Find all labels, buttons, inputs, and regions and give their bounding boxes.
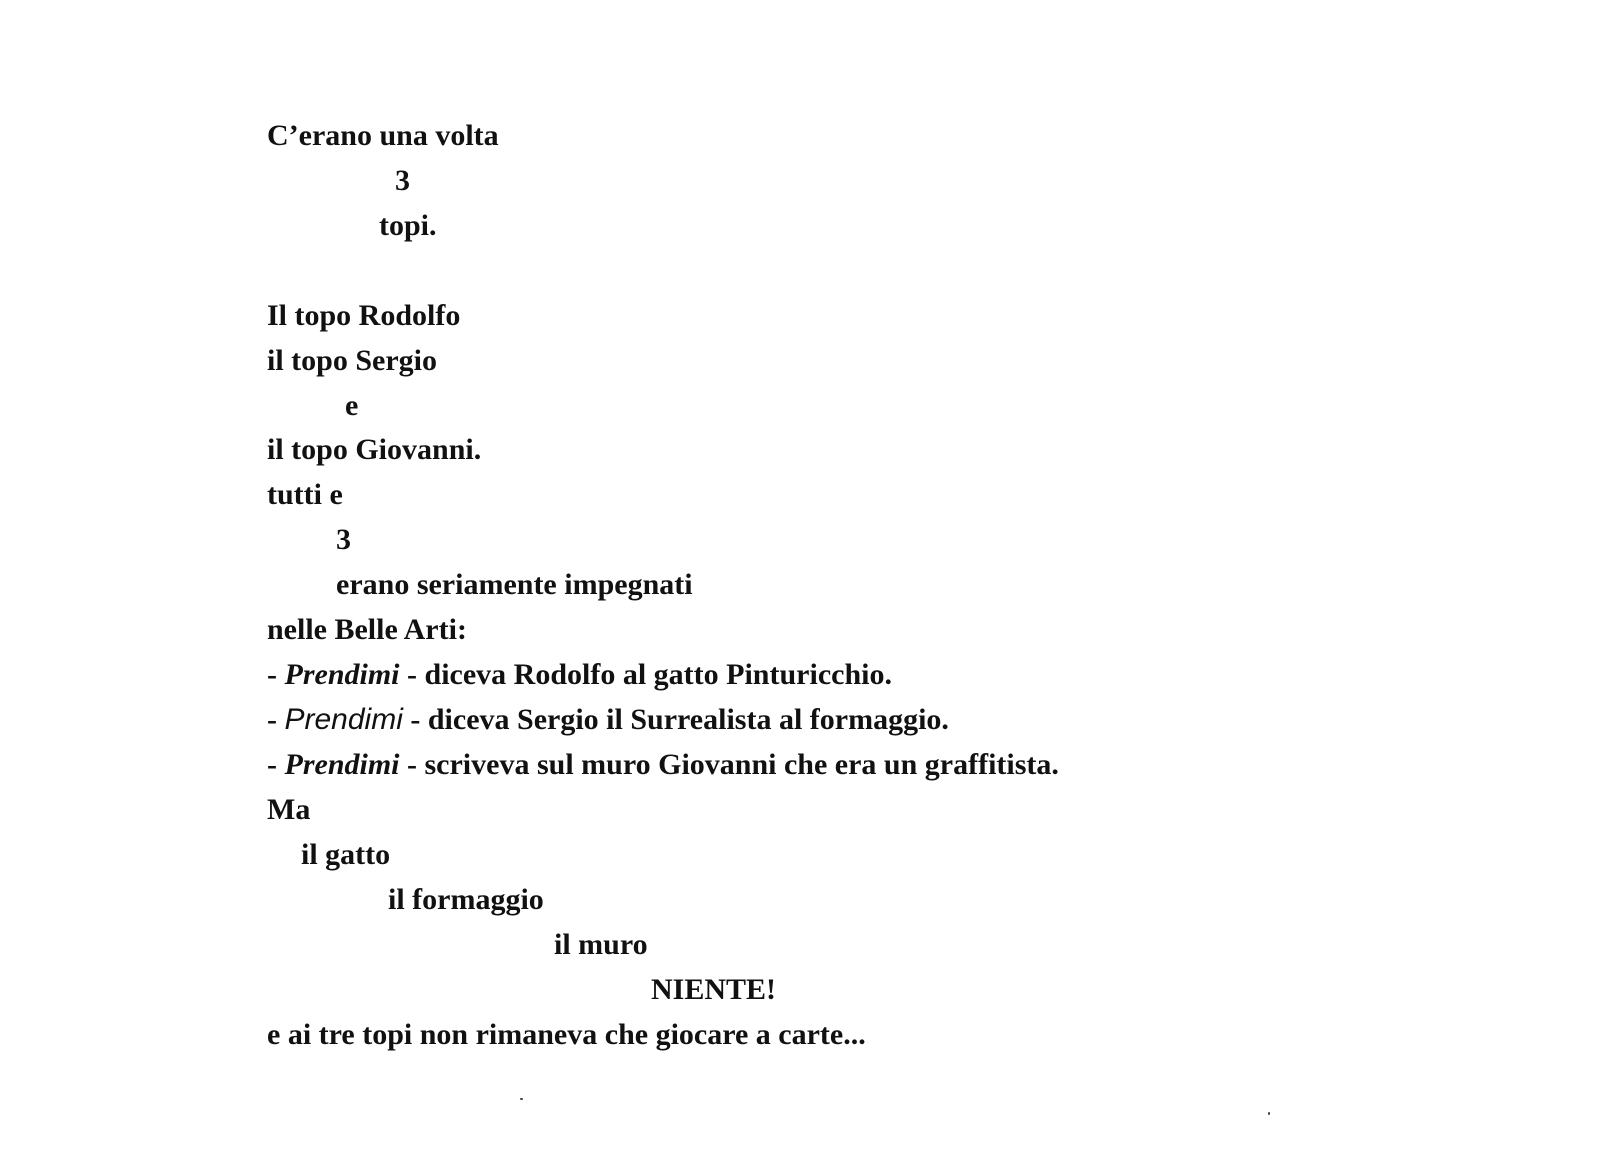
italic-word: Prendimi	[284, 703, 403, 736]
poem-line-6: e	[345, 389, 359, 422]
line-rest: - diceva Sergio il Surrealista al formaggio.	[402, 703, 949, 736]
line-rest: - scriveva sul muro Giovanni che era un graffitista.	[399, 748, 1059, 781]
poem-line-14	[267, 747, 1059, 783]
poem-line-11: nelle Belle Arti:	[267, 613, 467, 646]
poem-line-4: Il topo Rodolfo	[267, 299, 461, 332]
poem-line-18: il muro	[554, 928, 648, 961]
poem-line-5: il topo Sergio	[267, 344, 437, 377]
poem-line-16: il gatto	[301, 838, 391, 871]
poem-line-20: e ai tre topi non rimaneva che giocare a carte...	[267, 1018, 866, 1051]
poem-line-1: C’erano una volta	[267, 119, 499, 152]
poem-line-13	[267, 702, 949, 738]
poem-line-8: tutti e	[267, 478, 343, 511]
poem-line-15: Ma	[267, 793, 311, 826]
poem-line-17: il formaggio	[388, 883, 544, 916]
dash: -	[267, 658, 285, 691]
poem-line-2: 3	[395, 164, 410, 197]
poem-line-10: erano seriamente impegnati	[336, 568, 693, 601]
poem-line-7: il topo Giovanni.	[267, 433, 482, 466]
line-rest: - diceva Rodolfo al gatto Pinturicchio.	[399, 658, 892, 691]
scan-speck	[1268, 1112, 1270, 1115]
italic-word: Prendimi	[284, 658, 400, 691]
dash: -	[267, 703, 285, 736]
poem-line-9: 3	[336, 523, 351, 556]
italic-word: Prendimi	[284, 748, 400, 781]
scan-speck	[520, 1098, 523, 1100]
dash: -	[267, 748, 285, 781]
poem-line-3: topi.	[379, 209, 437, 242]
poem-line-12	[267, 657, 892, 693]
poem-line-19: NIENTE!	[651, 973, 777, 1006]
